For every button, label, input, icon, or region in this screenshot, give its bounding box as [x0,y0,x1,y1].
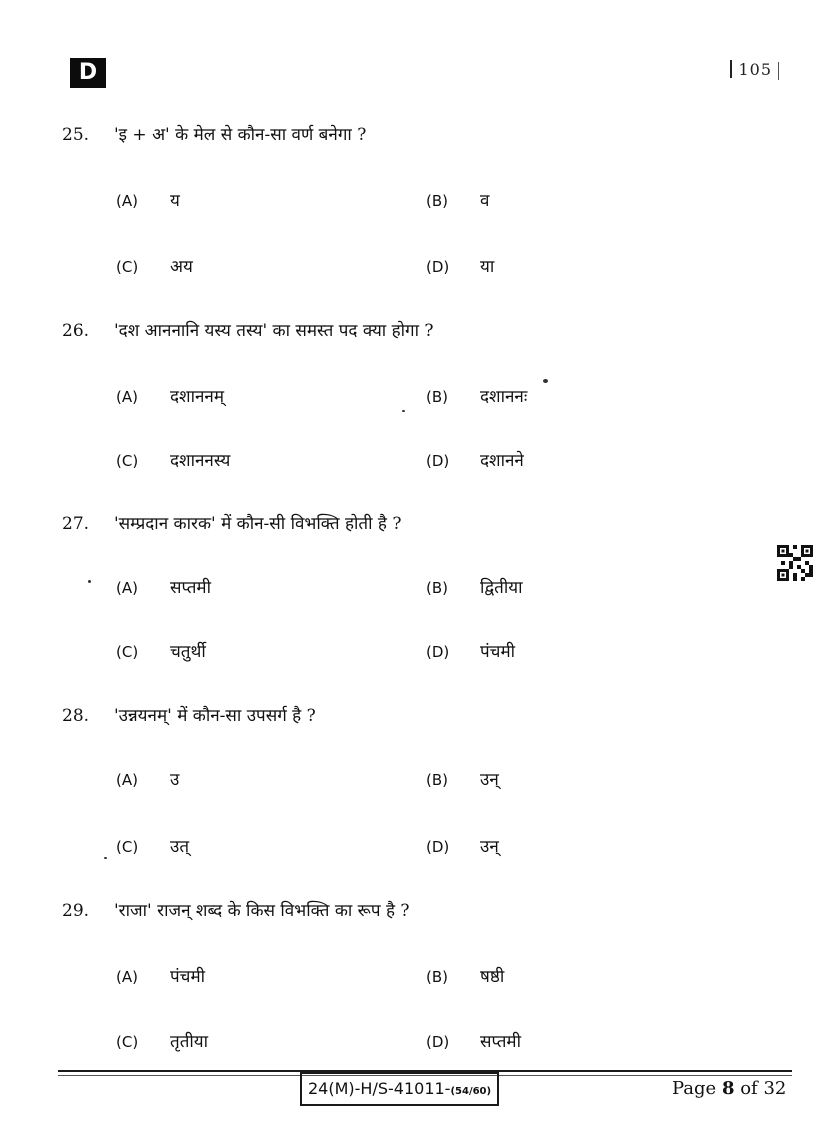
option-b[interactable] [426,767,499,790]
option-text: द्वितीया [480,578,523,598]
option-key: (C) [116,838,139,856]
option-text: पंचमी [480,642,516,662]
question-text-line [62,511,401,534]
option-key: (B) [426,771,448,789]
option-b[interactable] [426,384,527,407]
option-key: (B) [426,968,448,986]
page-code: 105 [730,60,779,80]
option-text: अय [170,257,193,277]
option-text: दशाननस्य [170,451,231,471]
question-number: 29. [62,901,90,921]
option-text: दशानने [480,451,524,471]
question-text-line [62,122,366,145]
option-text: सप्तमी [480,1032,521,1052]
question-text: 'राजा' राजन् शब्द के किस विभक्ति का रूप है ? [114,901,410,921]
page-current: 8 [721,1078,735,1099]
option-key: (D) [426,1033,450,1051]
option-text: दशाननम् [170,387,225,407]
option-b[interactable] [426,188,489,211]
option-key: (D) [426,258,450,276]
option-key: (A) [116,771,138,789]
option-key: (D) [426,643,450,661]
question-text-line [62,898,410,921]
option-text: या [480,257,495,277]
option-text: पंचमी [170,967,206,987]
question-text: 'दश आननानि यस्य तस्य' का समस्त पद क्या होगा ? [114,321,434,341]
question-text: 'सम्प्रदान कारक' में कौन-सी विभक्ति होती है ? [114,514,402,534]
scan-speck [543,379,548,383]
option-text: षष्ठी [480,967,505,987]
option-d[interactable] [426,254,494,277]
option-d[interactable] [426,1029,521,1052]
paper-code-suffix: (54/60) [450,1086,492,1097]
option-text: सप्तमी [170,578,211,598]
option-b[interactable] [426,964,504,987]
option-key: (C) [116,258,139,276]
option-a[interactable] [116,964,205,987]
qr-code-icon [777,545,813,581]
option-key: (D) [426,452,450,470]
option-c[interactable] [116,834,189,857]
option-key: (A) [116,968,138,986]
option-d[interactable] [426,639,515,662]
page-number [672,1078,786,1099]
option-key: (A) [116,388,138,406]
option-key: (B) [426,192,448,210]
option-d[interactable] [426,448,524,471]
option-a[interactable] [116,767,179,790]
question-text: 'उन्नयनम्' में कौन-सा उपसर्ग है ? [114,706,316,726]
option-text: उत् [170,837,190,857]
option-key: (B) [426,579,448,597]
option-a[interactable] [116,188,180,211]
question-number: 28. [62,706,90,726]
set-badge: D [70,58,106,88]
option-b[interactable] [426,575,523,598]
scan-speck [402,410,405,412]
option-c[interactable] [116,254,193,277]
scan-speck [104,857,107,859]
question-text-line [62,318,434,341]
option-text: दशाननः [480,387,528,407]
paper-code-main: 24(M)-H/S-41011- [308,1079,451,1098]
option-c[interactable] [116,1029,208,1052]
option-key: (C) [116,1033,139,1051]
question-text: 'इ + अ' के मेल से कौन-सा वर्ण बनेगा ? [114,125,367,145]
option-key: (C) [116,643,139,661]
page-total: 32 [763,1078,787,1099]
option-text: उन् [480,837,499,857]
question-number: 25. [62,125,90,145]
scan-speck [88,580,91,583]
question-text-line [62,703,316,726]
page-of: of [740,1078,758,1099]
option-c[interactable] [116,448,230,471]
option-text: चतुर्थी [170,642,206,662]
question-number: 27. [62,514,90,534]
option-key: (B) [426,388,448,406]
option-text: उ [170,770,180,790]
option-key: (A) [116,579,138,597]
option-text: व [480,191,490,211]
option-text: य [170,191,180,211]
option-key: (A) [116,192,138,210]
option-key: (D) [426,838,450,856]
option-key: (C) [116,452,139,470]
option-a[interactable] [116,384,224,407]
paper-code [300,1072,499,1106]
option-a[interactable] [116,575,211,598]
option-d[interactable] [426,834,499,857]
option-text: तृतीया [170,1032,209,1052]
page-word: Page [672,1078,717,1099]
option-c[interactable] [116,639,206,662]
option-text: उन् [480,770,499,790]
question-number: 26. [62,321,90,341]
